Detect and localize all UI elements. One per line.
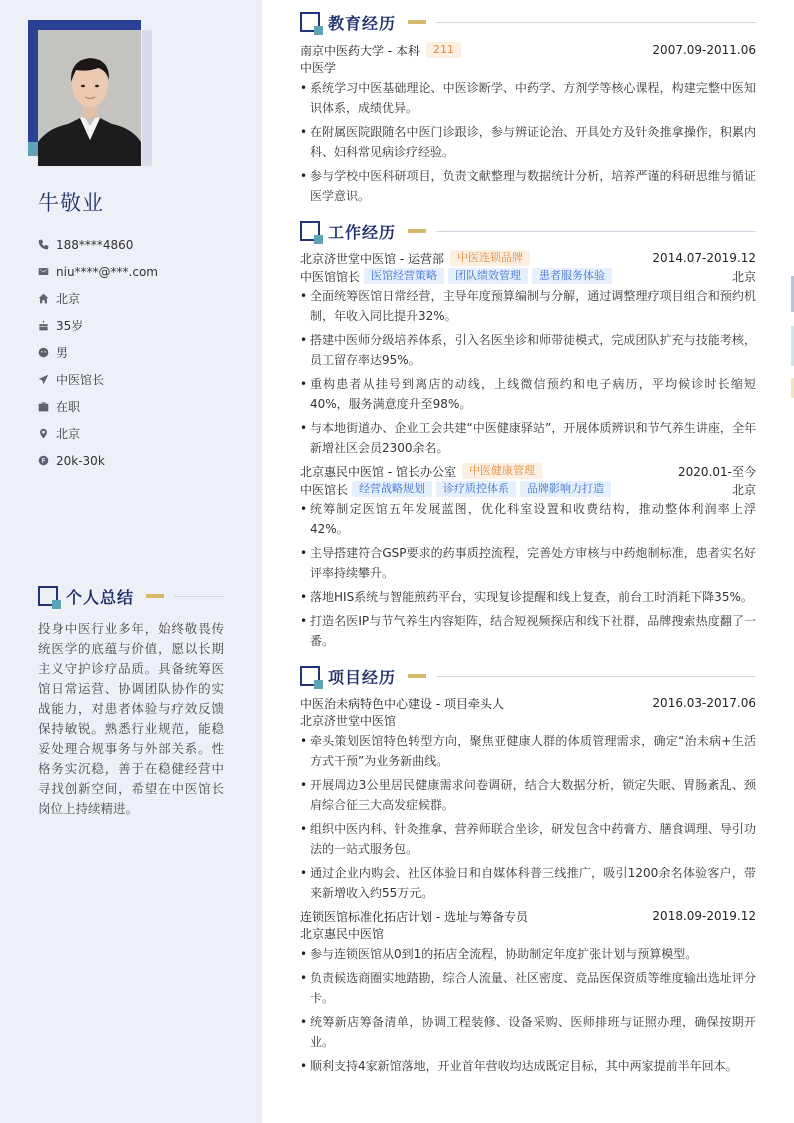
project-header [300, 665, 756, 687]
location-icon [38, 428, 56, 439]
list-item: • 组织中医内科、针灸推拿、营养师联合坐诊，研发包含中药膏方、膳食调理、导引功法的一站式服务包。 [300, 819, 756, 859]
education-section [300, 11, 756, 206]
job-role-row [300, 267, 756, 285]
avatar-illustration [38, 30, 141, 166]
job-role: 中医馆馆长 [300, 269, 361, 284]
work-section [300, 220, 756, 651]
skill-tag: 诊疗质控体系 [436, 481, 516, 497]
section-square-icon [300, 666, 320, 686]
education-major: 中医学 [300, 61, 337, 75]
job-org-tag: 中医连锁品牌 [450, 250, 530, 266]
job-org-tag: 中医健康管理 [462, 463, 542, 479]
school-name: 南京中医药大学 - 本科 [300, 43, 420, 58]
project-entry [300, 694, 756, 903]
summary-section [38, 585, 224, 819]
list-item: • 负责候选商圈实地踏勘，综合人流量、社区密度、竞品医保资质等维度输出选址评分卡。 [300, 968, 756, 1008]
job-row [300, 249, 756, 267]
section-square-icon [38, 586, 58, 606]
avatar [38, 30, 141, 166]
list-item: • 全面统筹医馆日常经营，主导年度预算编制与分解，通过调整理疗项目组合和预约机制，年收入同比提升32%。 [300, 286, 756, 326]
work-title: 工作经历 [328, 222, 397, 242]
project-org: 北京惠民中医馆 [300, 927, 385, 941]
list-item: • 落地HIS系统与智能煎药平台，实现复诊提醒和线上复查，前台工时消耗下降35%。 [300, 587, 756, 607]
project-name: 中医治未病特色中心建设 - 项目牵头人 [300, 696, 504, 711]
summary-header [38, 585, 224, 607]
list-item: • 通过企业内购会、社区体验日和自媒体科普三线推广，吸引1200余名体验客户，带来新增收入约55万元。 [300, 863, 756, 903]
info-salary [38, 447, 248, 474]
phone-icon [38, 239, 56, 250]
info-hometown [38, 285, 248, 312]
list-item: • 搭建中医师分级培养体系，引入名医坐诊和师带徒模式，完成团队扩充与技能考核，员工留存率达95%。 [300, 330, 756, 370]
list-item: • 与本地街道办、企业工会共建“中医健康驿站”，开展体质辨识和节气养生讲座，全年新增社区会员2300余名。 [300, 418, 756, 458]
project-row [300, 907, 756, 925]
phone-text: 188****4860 [56, 237, 134, 252]
job-bullets [300, 499, 756, 651]
mail-icon [38, 266, 56, 277]
list-item: • 系统学习中医基础理论、中医诊断学、中药学、方剂学等核心课程，构建完整中医知识体系，成绩优异。 [300, 78, 756, 118]
list-item: • 牵头策划医馆特色转型方向，聚焦亚健康人群的体质管理需求，确定“治未病+生活方式干预”为业务新曲线。 [300, 731, 756, 771]
job-role-row [300, 480, 756, 498]
list-item: • 参与学校中医科研项目，负责文献整理与数据统计分析，培养严谨的科研思维与循证医学意识。 [300, 166, 756, 206]
info-position [38, 366, 248, 393]
info-age [38, 312, 248, 339]
cake-icon [38, 320, 56, 331]
project-date: 2016.03-2017.06 [652, 696, 756, 710]
hometown-text: 北京 [56, 292, 81, 306]
education-header [300, 11, 756, 33]
section-gold-bar [408, 674, 426, 678]
info-status [38, 393, 248, 420]
job-entry [300, 249, 756, 458]
email-text: niu****@***.com [56, 264, 158, 279]
photo-shadow [142, 30, 152, 166]
gender-icon [38, 347, 56, 358]
section-divider [436, 22, 756, 23]
job-city: 北京 [731, 482, 756, 497]
salary-icon [38, 455, 56, 466]
skill-tag: 团队绩效管理 [448, 268, 528, 284]
section-divider [436, 676, 756, 677]
job-city: 北京 [731, 269, 756, 284]
job-date: 2020.01-至今 [678, 464, 756, 479]
section-gold-bar [408, 20, 426, 24]
briefcase-icon [38, 401, 56, 412]
project-bullets [300, 731, 756, 903]
section-square-icon [300, 221, 320, 241]
education-row [300, 41, 756, 59]
status-text: 在职 [56, 400, 81, 414]
summary-text: 投身中医行业多年，始终敬畏传统医学的底蕴与价值，愿以长期主义守护诊疗品质。具备统筹医馆日常运营、协调团队协作的实战能力，对患者体验与疗效反馈保持敏锐。熟悉行业规范，能稳妥处理合规事务与外部关系。性格务实沉稳，善于在稳健经营中寻找创新空间，希望在中医馆长岗位上持续精进。 [38, 621, 224, 816]
salary-text: 20k-30k [56, 453, 105, 468]
sidebar [0, 0, 262, 1123]
project-bullets [300, 944, 756, 1076]
age-text: 35岁 [56, 319, 84, 333]
list-item: • 参与连锁医馆从0到1的拓店全流程，协助制定年度扩张计划与预算模型。 [300, 944, 756, 964]
education-bullets [300, 78, 756, 206]
info-location [38, 420, 248, 447]
school-badge: 211 [426, 42, 461, 58]
skill-tag: 品牌影响力打造 [520, 481, 611, 497]
education-title: 教育经历 [328, 13, 397, 33]
skill-tag: 经营战略规划 [352, 481, 432, 497]
contact-info-list [38, 231, 248, 474]
list-item: • 顺利支持4家新馆落地，开业首年营收均达成既定目标，其中两家提前半年回本。 [300, 1056, 756, 1076]
project-date: 2018.09-2019.12 [652, 909, 756, 923]
info-email [38, 258, 248, 285]
gender-text: 男 [56, 346, 69, 360]
info-gender [38, 339, 248, 366]
list-item: • 主导搭建符合GSP要求的药事质控流程，完善处方审核与中药炮制标准，患者实名好评率持续攀升。 [300, 543, 756, 583]
job-org: 北京济世堂中医馆 - 运营部 [300, 251, 444, 266]
section-gold-bar [408, 229, 426, 233]
section-gold-bar [146, 594, 164, 598]
position-text: 中医馆长 [56, 373, 105, 387]
info-phone [38, 231, 248, 258]
job-bullets [300, 286, 756, 458]
job-role: 中医馆长 [300, 482, 349, 497]
candidate-name: 牛敬业 [38, 191, 104, 215]
project-name: 连锁医馆标准化拓店计划 - 选址与筹备专员 [300, 909, 528, 924]
home-icon [38, 293, 56, 304]
location-text: 北京 [56, 427, 81, 441]
list-item: • 在附属医院跟随名中医门诊跟诊，参与辨证论治、开具处方及针灸推拿操作，积累内科、妇科常见病诊疗经验。 [300, 122, 756, 162]
project-entry [300, 907, 756, 1076]
job-date: 2014.07-2019.12 [652, 251, 756, 265]
skill-tag: 医馆经营策略 [364, 268, 444, 284]
project-row [300, 694, 756, 712]
job-row [300, 462, 756, 480]
work-header [300, 220, 756, 242]
section-divider [174, 596, 224, 597]
project-org: 北京济世堂中医馆 [300, 714, 397, 728]
skill-tag: 患者服务体验 [532, 268, 612, 284]
list-item: • 开展周边3公里居民健康需求问卷调研，结合大数据分析，锁定失眠、胃肠紊乱、颈肩综合征三大高发症候群。 [300, 775, 756, 815]
list-item: • 打造名医IP与节气养生内容矩阵，结合短视频探店和线下社群，品牌搜索热度翻了一番。 [300, 611, 756, 651]
photo-accent [28, 142, 38, 156]
job-org: 北京惠民中医馆 - 馆长办公室 [300, 464, 456, 479]
education-date: 2007.09-2011.06 [652, 43, 756, 57]
education-entry [300, 41, 756, 206]
list-item: • 统筹新店筹备清单，协调工程装修、设备采购、医师排班与证照办理，确保按期开业。 [300, 1012, 756, 1052]
list-item: • 重构患者从挂号到离店的动线，上线微信预约和电子病历，平均候诊时长缩短40%，服务满意度升至98%。 [300, 374, 756, 414]
project-title: 项目经历 [328, 667, 397, 687]
list-item: • 统筹制定医馆五年发展蓝图，优化科室设置和收费结构，推动整体利润率上浮42%。 [300, 499, 756, 539]
project-section [300, 665, 756, 1076]
summary-title: 个人总结 [66, 587, 135, 607]
section-square-icon [300, 12, 320, 32]
main-content [300, 11, 756, 1090]
section-divider [436, 231, 756, 232]
send-icon [38, 374, 56, 385]
job-entry [300, 462, 756, 651]
